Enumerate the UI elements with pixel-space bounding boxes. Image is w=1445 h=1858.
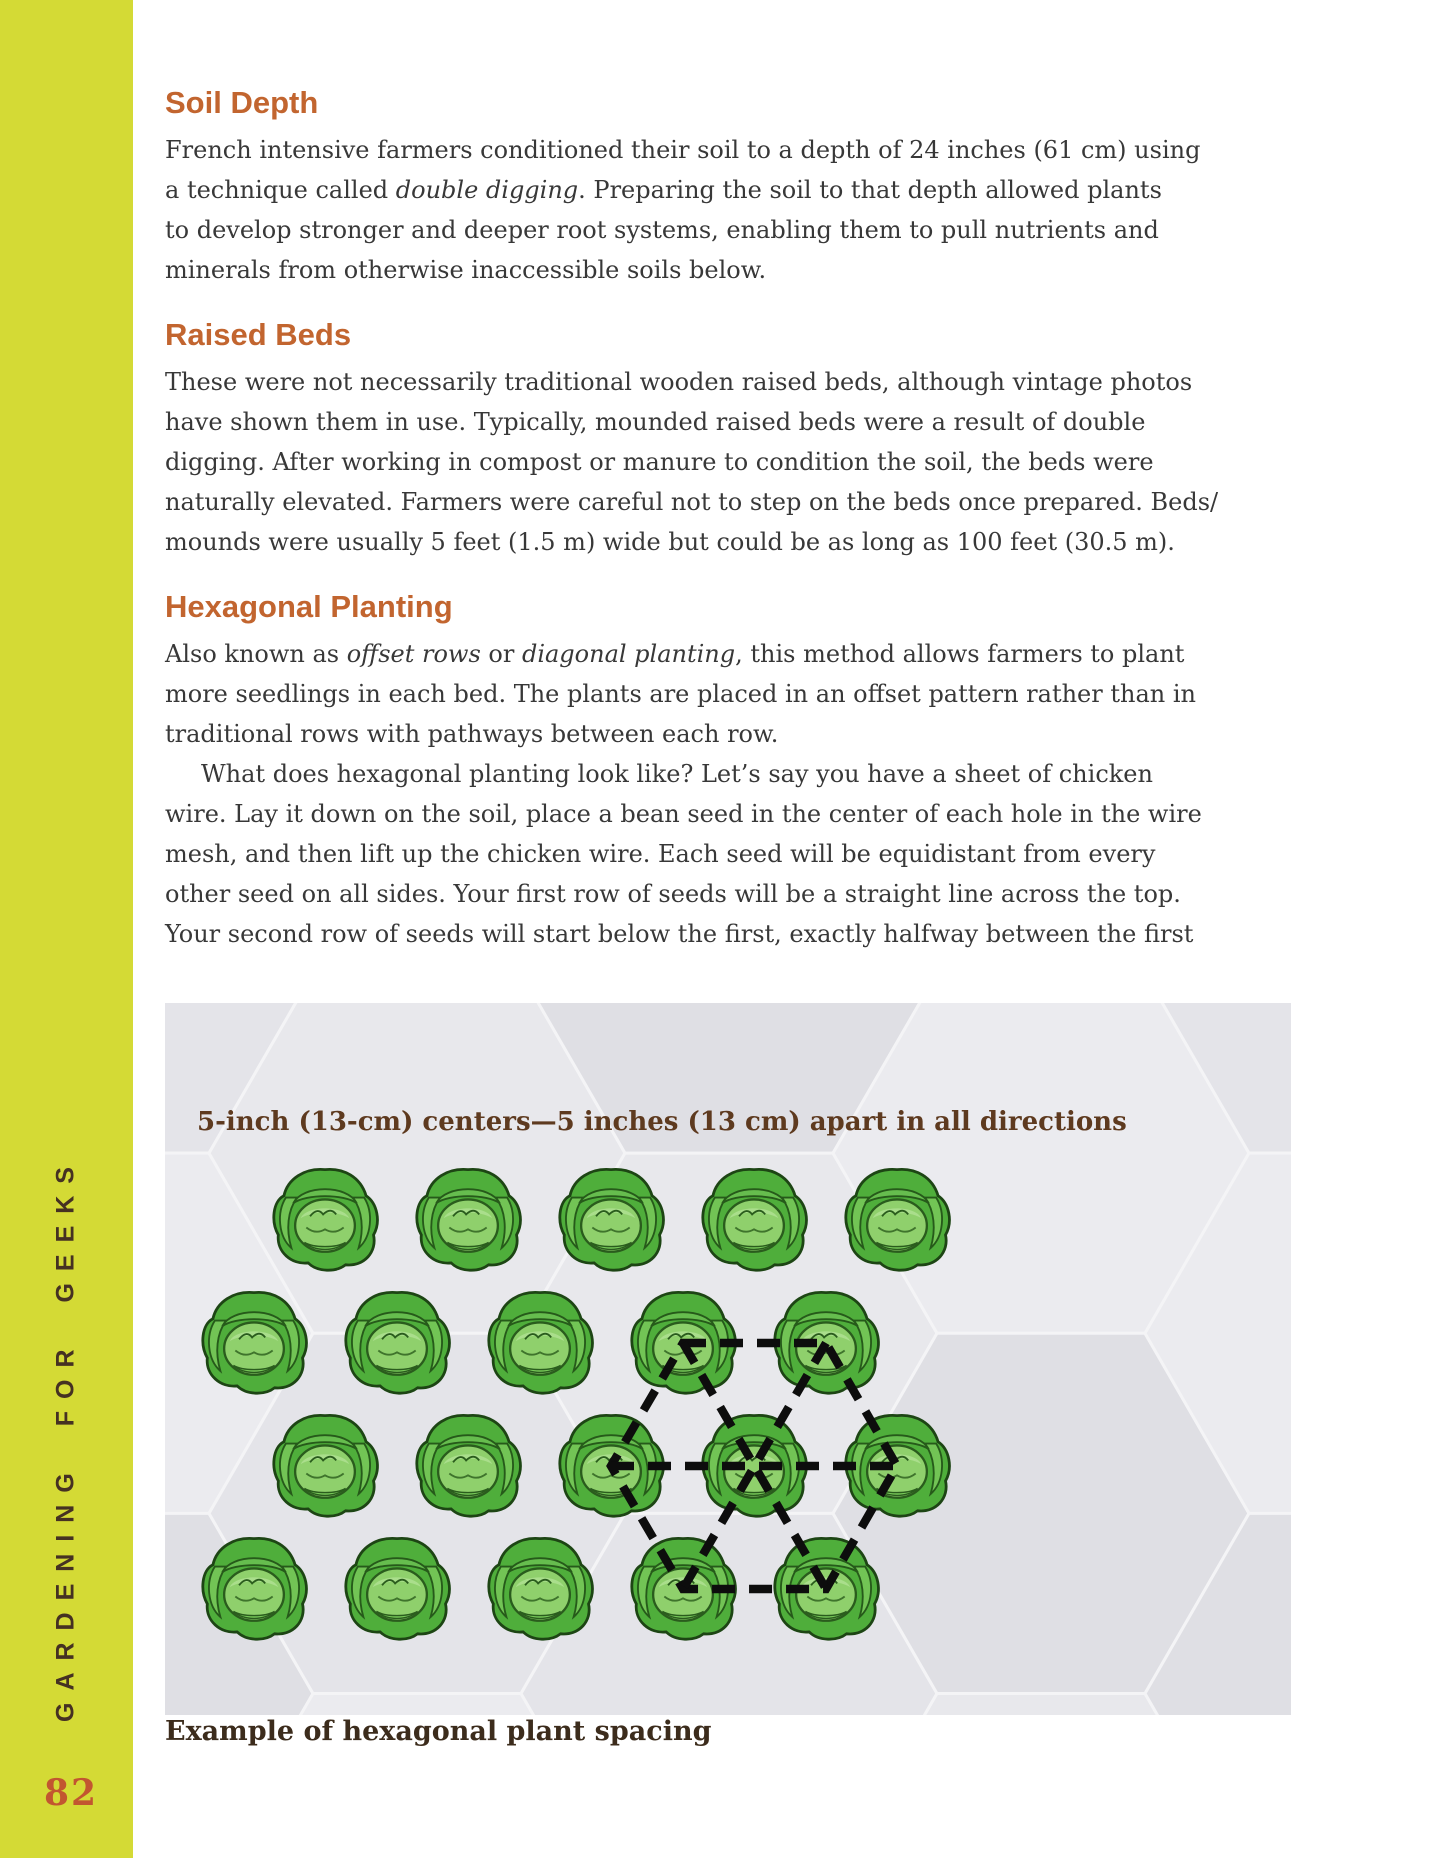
text-line: minerals from otherwise inaccessible soils below. bbox=[165, 256, 767, 284]
text-line: Your second row of seeds will start below the first, exactly halfway between the first bbox=[165, 920, 1194, 948]
book-title-vertical: GARDENING FOR GEEKS bbox=[51, 1155, 80, 1722]
paragraph bbox=[165, 130, 1225, 290]
cabbage-icon bbox=[775, 1292, 879, 1393]
text-column bbox=[165, 86, 1225, 954]
cabbage-icon bbox=[346, 1292, 450, 1393]
cabbage-icon bbox=[203, 1538, 307, 1639]
cabbage-icon bbox=[703, 1169, 807, 1270]
text-line: mounds were usually 5 feet (1.5 m) wide but could be as long as 100 feet (30.5 m). bbox=[165, 528, 1175, 556]
text-line: other seed on all sides. Your first row of seeds will be a straight line across the top. bbox=[165, 880, 1181, 908]
section-heading: Raised Beds bbox=[165, 317, 352, 352]
text-line: more seedlings in each bed. The plants are placed in an offset pattern rather than in bbox=[165, 680, 1196, 708]
text-line: traditional rows with pathways between each row. bbox=[165, 720, 779, 748]
cabbage-icon bbox=[846, 1169, 950, 1270]
text-line: Also known as offset rows or diagonal planting, this method allows farmers to plant bbox=[165, 640, 1185, 668]
section-raised-beds bbox=[165, 318, 1225, 562]
page-number: 82 bbox=[44, 1772, 99, 1814]
paragraph bbox=[165, 754, 1225, 954]
cabbage-icon bbox=[703, 1415, 807, 1516]
text-line: to develop stronger and deeper root systems, enabling them to pull nutrients and bbox=[165, 216, 1159, 244]
text-line: wire. Lay it down on the soil, place a bean seed in the center of each hole in the wire bbox=[165, 800, 1202, 828]
paragraph bbox=[165, 362, 1225, 562]
section-heading: Hexagonal Planting bbox=[165, 589, 453, 624]
text-line: digging. After working in compost or manure to condition the soil, the beds were bbox=[165, 448, 1154, 476]
text-line: mesh, and then lift up the chicken wire. Each seed will be equidistant from every bbox=[165, 840, 1156, 868]
text-line: French intensive farmers conditioned their soil to a depth of 24 inches (61 cm) using bbox=[165, 136, 1201, 164]
cabbage-icon bbox=[346, 1538, 450, 1639]
figure-caption: 5-inch (13-cm) centers—5 inches (13 cm) apart in all directions bbox=[197, 1107, 1127, 1137]
text-line: have shown them in use. Typically, mounded raised beds were a result of double bbox=[165, 408, 1146, 436]
text-line: These were not necessarily traditional wooden raised beds, although vintage photos bbox=[165, 368, 1193, 396]
cabbage-icon bbox=[203, 1292, 307, 1393]
cabbage-icon bbox=[417, 1415, 521, 1516]
text-line: a technique called double digging. Preparing the soil to that depth allowed plants bbox=[165, 176, 1162, 204]
cabbage-icon bbox=[489, 1292, 593, 1393]
cabbage-icon bbox=[274, 1169, 378, 1270]
spine-bar bbox=[0, 0, 133, 1858]
text-line: What does hexagonal planting look like? Let’s say you have a sheet of chicken bbox=[201, 760, 1153, 788]
paragraph bbox=[165, 634, 1225, 754]
figure-bottom-caption: Example of hexagonal plant spacing bbox=[165, 1716, 712, 1747]
figure-hexagonal-plant-spacing bbox=[165, 1003, 1291, 1715]
section-soil-depth bbox=[165, 86, 1225, 290]
section-heading: Soil Depth bbox=[165, 85, 319, 120]
cabbage-icon bbox=[846, 1415, 950, 1516]
cabbage-icon bbox=[560, 1169, 664, 1270]
cabbage-icon bbox=[489, 1538, 593, 1639]
section-hexagonal-planting bbox=[165, 590, 1225, 954]
cabbage-icon bbox=[274, 1415, 378, 1516]
text-line: naturally elevated. Farmers were careful not to step on the beds once prepared. Beds/ bbox=[165, 488, 1219, 516]
cabbage-icon bbox=[417, 1169, 521, 1270]
